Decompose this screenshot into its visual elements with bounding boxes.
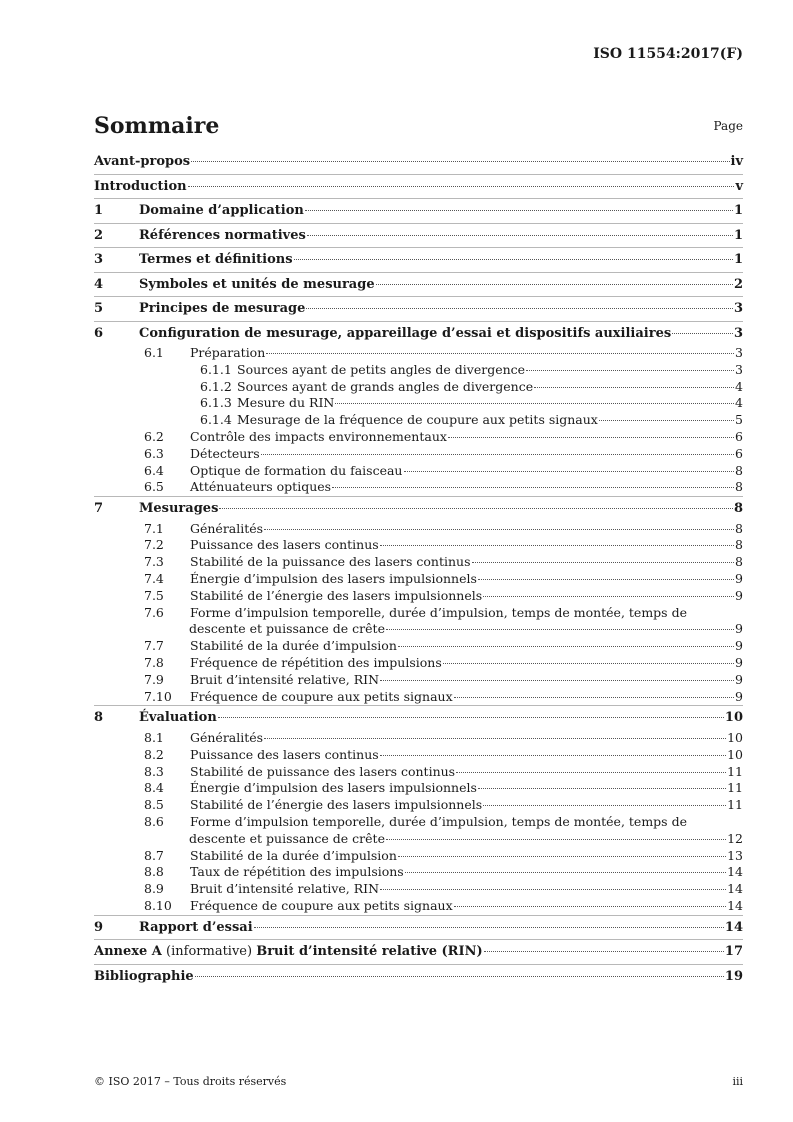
toc-entry-page: 3 bbox=[735, 345, 743, 360]
toc-leader-dots bbox=[443, 663, 734, 664]
toc-leader-dots bbox=[306, 308, 733, 309]
toc-entry-label bbox=[94, 672, 379, 689]
toc-leader-dots bbox=[483, 596, 734, 597]
toc-entry-label bbox=[94, 248, 293, 272]
toc-entry-page: 1 bbox=[733, 252, 743, 267]
toc-entry-number: 6 bbox=[94, 325, 104, 341]
toc-entry-number: 6.1.1 bbox=[200, 361, 232, 377]
toc-entry-page: 13 bbox=[727, 847, 743, 863]
toc-entry-label bbox=[94, 521, 263, 538]
toc-entry[interactable] bbox=[94, 321, 743, 346]
toc-entry-number: 7.4 bbox=[144, 571, 164, 587]
toc-entry-label bbox=[94, 297, 305, 321]
toc-leader-dots bbox=[386, 629, 734, 630]
toc-entry-label bbox=[94, 706, 217, 730]
toc-entry-number: 8.3 bbox=[144, 763, 164, 779]
toc-entry-number: 8.9 bbox=[144, 881, 164, 897]
toc-entry-number: 8.8 bbox=[144, 864, 164, 880]
toc-entry-title: Taux de répétition des impulsions bbox=[190, 864, 404, 880]
toc-entry-page: 10 bbox=[727, 746, 743, 762]
toc-leader-dots bbox=[386, 839, 726, 840]
toc-entry-number: 8.1 bbox=[144, 729, 164, 745]
toc-entry-title: Bruit d’intensité relative (RIN) bbox=[256, 944, 483, 960]
toc-entry-label bbox=[94, 831, 385, 848]
toc-entry-title: Domaine d’application bbox=[139, 203, 304, 218]
toc-entry-title: Atténuateurs optiques bbox=[190, 479, 332, 495]
toc-leader-dots bbox=[398, 646, 734, 647]
toc-entry[interactable] bbox=[94, 345, 743, 362]
toc-leader-dots bbox=[219, 508, 733, 509]
toc-entry[interactable] bbox=[94, 395, 743, 412]
toc-entry-title: descente et puissance de crête bbox=[189, 621, 385, 637]
toc-leader-dots bbox=[266, 353, 734, 354]
toc-leader-dots bbox=[332, 487, 734, 488]
toc-entry-title: Préparation bbox=[190, 345, 266, 360]
toc-entry-title: Bibliographie bbox=[94, 968, 194, 984]
toc-entry-label bbox=[94, 848, 397, 865]
toc-entry-label bbox=[94, 747, 379, 764]
toc-leader-dots bbox=[454, 697, 734, 698]
toc-entry[interactable] bbox=[94, 797, 743, 814]
toc-entry[interactable] bbox=[94, 915, 743, 940]
toc-entry-title: Forme d’impulsion temporelle, durée d’impulsion, temps de montée, temps de bbox=[190, 813, 687, 829]
toc-entry-title: Fréquence de coupure aux petits signaux bbox=[190, 688, 453, 704]
toc-entry-number: 8.7 bbox=[144, 847, 164, 863]
toc-leader-dots bbox=[478, 579, 734, 580]
toc-entry-number: 8.2 bbox=[144, 746, 164, 762]
toc-entry-label bbox=[94, 655, 442, 672]
toc-entry-page: v bbox=[735, 178, 743, 194]
toc-leader-dots bbox=[405, 872, 726, 873]
toc-entry-page: 11 bbox=[727, 797, 743, 813]
toc-entry-label bbox=[94, 965, 194, 989]
toc-entry[interactable] bbox=[94, 831, 743, 848]
toc-entry-number: 5 bbox=[94, 301, 104, 316]
toc-entry[interactable] bbox=[94, 848, 743, 865]
toc-entry-title: Sources ayant de grands angles de divergence bbox=[237, 378, 534, 394]
toc-entry-page: 6 bbox=[735, 445, 743, 461]
toc-entry-title: Stabilité de la puissance des lasers continus bbox=[190, 554, 471, 570]
toc-entry-title: Puissance des lasers continus bbox=[190, 537, 379, 553]
toc-entry[interactable] bbox=[94, 864, 743, 881]
toc-entry-page: 14 bbox=[724, 919, 743, 935]
toc-entry-page: 5 bbox=[735, 412, 743, 428]
toc-entry-title: Fréquence de coupure aux petits signaux bbox=[190, 897, 453, 913]
toc-entry-label bbox=[94, 605, 687, 622]
toc-leader-dots bbox=[398, 856, 726, 857]
toc-leader-dots bbox=[307, 235, 733, 236]
toc-entry[interactable] bbox=[94, 272, 743, 297]
toc-entry-number: 6.1.2 bbox=[200, 378, 232, 394]
toc-entry-number: 9 bbox=[94, 919, 104, 935]
toc-entry-label bbox=[94, 881, 379, 898]
toc-entry-number: 7.9 bbox=[144, 671, 164, 687]
toc-leader-dots bbox=[472, 562, 735, 563]
toc-entry-number: 8 bbox=[94, 710, 104, 726]
toc-entry-label bbox=[94, 345, 265, 362]
toc-leader-dots bbox=[478, 788, 726, 789]
toc-entry-page: 3 bbox=[733, 301, 743, 316]
toc-entry[interactable] bbox=[94, 605, 743, 622]
toc-entry[interactable] bbox=[94, 521, 743, 538]
toc-entry-number: 6.2 bbox=[144, 428, 164, 444]
toc-entry[interactable] bbox=[94, 638, 743, 655]
toc-entry-page: 6 bbox=[735, 428, 743, 444]
toc-entry-page: 10 bbox=[724, 710, 743, 726]
toc-leader-dots bbox=[672, 333, 733, 334]
toc-entry-label bbox=[94, 638, 397, 655]
toc-entry-label bbox=[94, 224, 306, 248]
toc-entry-title: Optique de formation du faisceau bbox=[190, 462, 403, 478]
toc-entry-label bbox=[94, 797, 482, 814]
toc-entry-page: 9 bbox=[735, 621, 743, 637]
toc-leader-dots bbox=[448, 437, 734, 438]
toc-entry-page: 9 bbox=[735, 671, 743, 687]
toc-entry[interactable] bbox=[94, 150, 743, 174]
toc-entry-number: 7.3 bbox=[144, 554, 164, 570]
toc-entry[interactable] bbox=[94, 672, 743, 689]
toc-leader-dots bbox=[188, 186, 735, 187]
toc-entry-number: 6.5 bbox=[144, 479, 164, 495]
toc-entry-title: Bruit d’intensité relative, RIN bbox=[190, 881, 380, 897]
toc-entry[interactable] bbox=[94, 554, 743, 571]
toc-leader-dots bbox=[335, 403, 734, 404]
toc-entry-title: Références normatives bbox=[139, 227, 306, 243]
toc-leader-dots bbox=[380, 545, 734, 546]
toc-entry-title: Symboles et unités de mesurage bbox=[139, 276, 375, 292]
footer-copyright: © ISO 2017 – Tous droits réservés bbox=[94, 1075, 287, 1088]
toc-entry-label bbox=[94, 554, 471, 571]
toc-annex-id: Annexe A bbox=[94, 944, 162, 960]
toc-entry[interactable] bbox=[94, 412, 743, 429]
toc-entry-title: Principes de mesurage bbox=[139, 301, 306, 316]
toc-entry-page: 8 bbox=[735, 537, 743, 553]
toc-entry[interactable] bbox=[94, 571, 743, 588]
toc-entry-number: 6.1.3 bbox=[200, 395, 232, 411]
toc-entry-title: descente et puissance de crête bbox=[189, 830, 385, 846]
toc-leader-dots bbox=[195, 976, 724, 977]
toc-entry[interactable] bbox=[94, 429, 743, 446]
toc-entry-number: 3 bbox=[94, 252, 104, 267]
toc-entry[interactable] bbox=[94, 174, 743, 199]
toc-entry-number: 7.8 bbox=[144, 655, 164, 671]
toc-leader-dots bbox=[261, 454, 734, 455]
toc-leader-dots bbox=[526, 370, 734, 371]
toc-entry-number: 7.7 bbox=[144, 638, 164, 654]
toc-entry-title: Généralités bbox=[190, 729, 264, 745]
toc-entry-title: Forme d’impulsion temporelle, durée d’impulsion, temps de montée, temps de bbox=[190, 604, 687, 620]
toc-leader-dots bbox=[264, 529, 734, 530]
toc-entry[interactable] bbox=[94, 814, 743, 831]
toc-entry-number: 6.1 bbox=[144, 345, 164, 360]
toc-entry[interactable] bbox=[94, 247, 743, 272]
toc-leader-dots bbox=[376, 284, 733, 285]
toc-entry-number: 7 bbox=[94, 501, 104, 517]
toc-entry[interactable] bbox=[94, 479, 743, 496]
toc-entry-label bbox=[94, 362, 525, 379]
toc-entry-label bbox=[94, 395, 334, 412]
toc-entry[interactable] bbox=[94, 730, 743, 747]
toc-entry-page: 11 bbox=[727, 780, 743, 796]
toc-leader-dots bbox=[191, 161, 729, 162]
toc-leader-dots bbox=[456, 772, 726, 773]
toc-entry-label bbox=[94, 199, 304, 223]
toc-entry-page: 1 bbox=[733, 203, 743, 218]
toc-entry[interactable] bbox=[94, 747, 743, 764]
toc-entry-title: Sources ayant de petits angles de divergence bbox=[237, 361, 526, 377]
toc-entry-page: 10 bbox=[727, 729, 743, 745]
toc-entry-label bbox=[94, 429, 447, 446]
toc-entry-page: 8 bbox=[735, 520, 743, 536]
toc-entry-title: Fréquence de répétition des impulsions bbox=[190, 655, 442, 671]
toc-entry[interactable] bbox=[94, 780, 743, 797]
toc-entry-label bbox=[94, 537, 379, 554]
toc-entry-label bbox=[94, 588, 482, 605]
toc-entry-number: 7.6 bbox=[144, 604, 164, 620]
toc-entry-page: 9 bbox=[735, 587, 743, 603]
toc-entry-page: 9 bbox=[735, 688, 743, 704]
toc-entry-label bbox=[94, 175, 187, 199]
toc-entry-label bbox=[94, 446, 260, 463]
toc-entry-number: 6.3 bbox=[144, 445, 164, 461]
toc-entry-title: Avant-propos bbox=[94, 154, 191, 169]
toc-entry-page: iv bbox=[730, 154, 743, 169]
toc-leader-dots bbox=[599, 420, 734, 421]
toc-entry-label bbox=[94, 780, 477, 797]
toc-leader-dots bbox=[254, 927, 724, 928]
toc-entry-title: Mesure du RIN bbox=[237, 395, 335, 411]
toc-leader-dots bbox=[454, 906, 726, 907]
toc-entry-title: Stabilité de la durée d’impulsion bbox=[190, 638, 397, 654]
toc-entry-number: 6.1.4 bbox=[200, 412, 232, 428]
toc-entry-page: 14 bbox=[727, 897, 743, 913]
toc-entry-number: 6.4 bbox=[144, 462, 164, 478]
toc-leader-dots bbox=[294, 259, 733, 260]
toc-entry-page: 8 bbox=[735, 479, 743, 495]
toc-entry-title: Évaluation bbox=[139, 710, 217, 726]
toc-entry-title: Stabilité de la durée d’impulsion bbox=[190, 847, 397, 863]
toc-entry-title: Configuration de mesurage, appareillage d’essai et dispositifs auxiliaires bbox=[139, 325, 672, 341]
toc-leader-dots bbox=[534, 387, 734, 388]
toc-entry-number: 7.2 bbox=[144, 537, 164, 553]
toc-entry-label bbox=[94, 273, 375, 297]
toc-entry[interactable] bbox=[94, 588, 743, 605]
toc-entry-page: 12 bbox=[727, 830, 743, 846]
toc-entry-label bbox=[94, 898, 453, 915]
toc-entry-title: Stabilité de l’énergie des lasers impulsionnels bbox=[190, 797, 483, 813]
toc-entry-label bbox=[94, 412, 598, 429]
toc-entry-label bbox=[94, 689, 453, 706]
toc-entry-number: 7.5 bbox=[144, 587, 164, 603]
toc-entry[interactable] bbox=[94, 379, 743, 396]
toc-leader-dots bbox=[484, 951, 724, 952]
toc-entry[interactable] bbox=[94, 496, 743, 521]
toc-entry[interactable] bbox=[94, 705, 743, 730]
toc-annex-type: (informative) bbox=[161, 944, 257, 960]
toc-leader-dots bbox=[380, 889, 726, 890]
toc-entry[interactable] bbox=[94, 223, 743, 248]
document-id: ISO 11554:2017(F) bbox=[593, 46, 743, 62]
toc-entry-page: 8 bbox=[733, 501, 743, 517]
toc-entry-number: 8.4 bbox=[144, 780, 164, 796]
toc-entry-page: 3 bbox=[735, 361, 743, 377]
toc-entry[interactable] bbox=[94, 463, 743, 480]
toc-entry-number: 4 bbox=[94, 276, 104, 292]
toc-entry-title: Introduction bbox=[94, 178, 187, 194]
toc-entry-label bbox=[94, 379, 533, 396]
toc-entry-title: Termes et définitions bbox=[139, 252, 293, 267]
toc-entry-label bbox=[94, 571, 477, 588]
toc-entry-page: 4 bbox=[735, 378, 743, 394]
toc-leader-dots bbox=[264, 738, 726, 739]
toc-entry-label bbox=[94, 764, 455, 781]
toc-leader-dots bbox=[483, 805, 726, 806]
toc-entry[interactable] bbox=[94, 689, 743, 706]
toc-entry-page: 2 bbox=[733, 276, 743, 292]
toc-entry-title: Stabilité de puissance des lasers continus bbox=[190, 763, 456, 779]
toc-entry[interactable] bbox=[94, 964, 743, 989]
toc-entry-number: 7.1 bbox=[144, 520, 164, 536]
toc-entry-number: 1 bbox=[94, 203, 104, 218]
toc-entry-label bbox=[94, 940, 483, 964]
toc-entry[interactable] bbox=[94, 198, 743, 223]
toc-entry-label bbox=[94, 621, 385, 638]
toc-leader-dots bbox=[380, 680, 734, 681]
toc-entry-number: 8.5 bbox=[144, 797, 164, 813]
toc-entry-label bbox=[94, 497, 218, 521]
toc-entry-label bbox=[94, 730, 263, 747]
toc-entry[interactable] bbox=[94, 446, 743, 463]
toc-entry-label bbox=[94, 150, 190, 174]
toc-entry-title: Énergie d’impulsion des lasers impulsionnels bbox=[190, 571, 477, 587]
toc-entry-page: 9 bbox=[735, 655, 743, 671]
toc-entry-page: 9 bbox=[735, 571, 743, 587]
toc-entry-page: 4 bbox=[735, 395, 743, 411]
toc-entry-title: Stabilité de l’énergie des lasers impulsionnels bbox=[190, 587, 483, 603]
toc-entry-label bbox=[94, 463, 403, 480]
toc-entry-page: 14 bbox=[727, 864, 743, 880]
toc-entry[interactable] bbox=[94, 537, 743, 554]
toc-entry-title: Mesurage de la fréquence de coupure aux petits signaux bbox=[237, 412, 598, 428]
toc-entry-title: Énergie d’impulsion des lasers impulsionnels bbox=[190, 780, 477, 796]
toc-entry-label bbox=[94, 916, 253, 940]
toc-entry-title: Contrôle des impacts environnementaux bbox=[190, 428, 447, 444]
toc-entry-label bbox=[94, 322, 671, 346]
toc-entry[interactable] bbox=[94, 655, 743, 672]
toc-leader-dots bbox=[380, 755, 726, 756]
toc-entry-page: 17 bbox=[724, 944, 743, 960]
toc-entry-label bbox=[94, 864, 404, 881]
toc-entry-number: 8.6 bbox=[144, 813, 164, 829]
page-column-label: Page bbox=[713, 119, 743, 133]
toc-entry[interactable] bbox=[94, 296, 743, 321]
toc-entry[interactable] bbox=[94, 362, 743, 379]
footer-page-number: iii bbox=[732, 1075, 743, 1088]
toc-entry-label bbox=[94, 479, 331, 496]
toc-leader-dots bbox=[404, 471, 735, 472]
toc-entry-title: Rapport d’essai bbox=[139, 919, 253, 935]
toc-entry[interactable] bbox=[94, 939, 743, 964]
toc-entry-label bbox=[94, 814, 687, 831]
toc-entry-page: 8 bbox=[735, 462, 743, 478]
toc-entry-page: 8 bbox=[735, 554, 743, 570]
toc-entry-title: Détecteurs bbox=[190, 445, 260, 461]
page-title: Sommaire bbox=[94, 113, 220, 139]
toc-entry[interactable] bbox=[94, 621, 743, 638]
toc-entry-page: 11 bbox=[727, 763, 743, 779]
toc-leader-dots bbox=[305, 210, 733, 211]
toc-entry[interactable] bbox=[94, 764, 743, 781]
toc-entry-page: 1 bbox=[733, 227, 743, 243]
table-of-contents bbox=[94, 150, 743, 988]
toc-entry-title: Bruit d’intensité relative, RIN bbox=[190, 671, 380, 687]
toc-leader-dots bbox=[218, 717, 724, 718]
toc-entry-page: 14 bbox=[727, 881, 743, 897]
toc-entry[interactable] bbox=[94, 881, 743, 898]
toc-entry[interactable] bbox=[94, 898, 743, 915]
toc-entry-page: 19 bbox=[724, 968, 743, 984]
toc-entry-page: 9 bbox=[735, 638, 743, 654]
toc-entry-number: 8.10 bbox=[144, 897, 172, 913]
toc-entry-title: Généralités bbox=[190, 520, 264, 536]
toc-entry-number: 2 bbox=[94, 227, 104, 243]
toc-entry-number: 7.10 bbox=[144, 688, 172, 704]
toc-entry-page: 3 bbox=[733, 325, 743, 341]
toc-entry-title: Mesurages bbox=[139, 501, 219, 517]
toc-entry-title: Puissance des lasers continus bbox=[190, 746, 379, 762]
